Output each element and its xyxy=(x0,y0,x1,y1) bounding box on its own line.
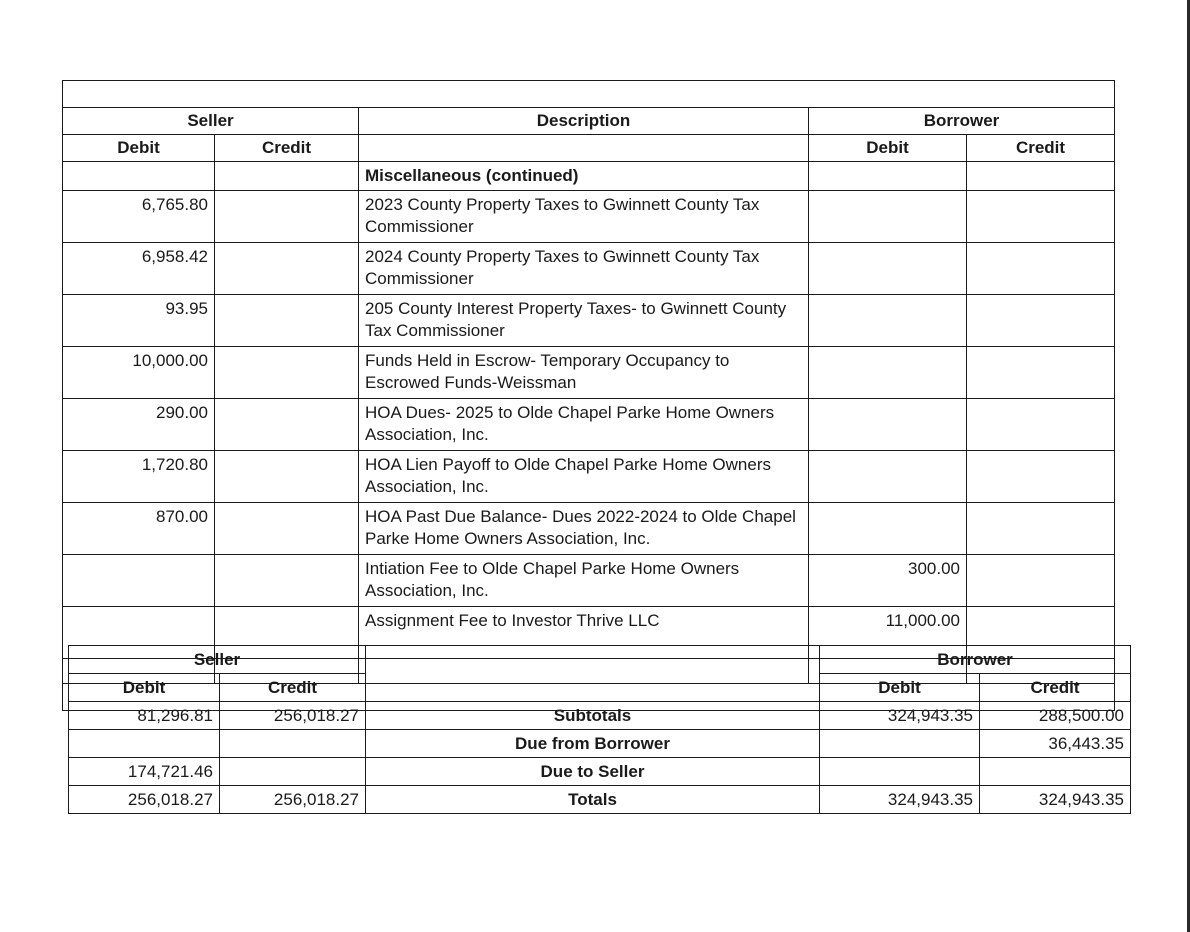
borrower-debit-cell xyxy=(809,243,967,295)
summary-seller-debit: 256,018.27 xyxy=(69,786,220,814)
summary-seller-credit: 256,018.27 xyxy=(220,702,366,730)
summary-seller-credit-header: Credit xyxy=(220,674,366,702)
description-cell: HOA Past Due Balance- Dues 2022-2024 to Olde Chapel Parke Home Owners Association, Inc. xyxy=(359,503,809,555)
section-title-row xyxy=(63,162,1115,191)
borrower-debit-cell: 300.00 xyxy=(809,555,967,607)
borrower-group-header: Borrower xyxy=(809,108,1115,135)
summary-row xyxy=(69,758,1131,786)
seller-credit-header: Credit xyxy=(215,135,359,162)
description-subheader xyxy=(359,135,809,162)
seller-debit-cell: 6,958.42 xyxy=(63,243,215,295)
seller-debit-cell: 290.00 xyxy=(63,399,215,451)
settlement-ledger xyxy=(62,80,1114,711)
seller-debit-cell: 6,765.80 xyxy=(63,191,215,243)
group-header-row xyxy=(63,108,1115,135)
summary-row xyxy=(69,702,1131,730)
seller-credit-cell xyxy=(215,243,359,295)
summary-borrower-header: Borrower xyxy=(820,646,1131,674)
description-cell: HOA Lien Payoff to Olde Chapel Parke Home Owners Association, Inc. xyxy=(359,451,809,503)
seller-credit-cell xyxy=(215,503,359,555)
summary-seller-debit: 81,296.81 xyxy=(69,702,220,730)
seller-debit-cell: 10,000.00 xyxy=(63,347,215,399)
summary-seller-credit xyxy=(220,730,366,758)
summary-borrower-debit-header: Debit xyxy=(820,674,980,702)
seller-credit-cell xyxy=(215,191,359,243)
summary-seller-credit: 256,018.27 xyxy=(220,786,366,814)
summary-row xyxy=(69,730,1131,758)
seller-credit-cell xyxy=(215,451,359,503)
seller-credit-cell xyxy=(215,399,359,451)
ledger-row xyxy=(63,503,1115,555)
borrower-credit-cell xyxy=(967,347,1115,399)
borrower-debit-cell xyxy=(809,503,967,555)
ledger-rows xyxy=(63,191,1115,659)
summary-seller-debit-header: Debit xyxy=(69,674,220,702)
summary-seller-credit xyxy=(220,758,366,786)
summary-seller-header: Seller xyxy=(69,646,366,674)
description-cell: 2023 County Property Taxes to Gwinnett County Tax Commissioner xyxy=(359,191,809,243)
borrower-debit-cell xyxy=(809,451,967,503)
borrower-credit-cell xyxy=(967,503,1115,555)
summary-borrower-credit-header: Credit xyxy=(980,674,1131,702)
seller-credit-cell xyxy=(215,347,359,399)
seller-debit-header: Debit xyxy=(63,135,215,162)
seller-debit-cell xyxy=(63,555,215,607)
seller-debit-cell: 870.00 xyxy=(63,503,215,555)
borrower-credit-header: Credit xyxy=(967,135,1115,162)
borrower-debit-cell xyxy=(809,295,967,347)
summary-seller-debit: 174,721.46 xyxy=(69,758,220,786)
description-header: Description xyxy=(359,108,809,135)
ledger-row xyxy=(63,399,1115,451)
ledger-row xyxy=(63,451,1115,503)
borrower-credit-cell xyxy=(967,451,1115,503)
ledger-row xyxy=(63,243,1115,295)
description-cell: 2024 County Property Taxes to Gwinnett County Tax Commissioner xyxy=(359,243,809,295)
seller-debit-cell: 93.95 xyxy=(63,295,215,347)
seller-credit-cell xyxy=(215,295,359,347)
summary-label: Due to Seller xyxy=(366,758,820,786)
borrower-credit-cell xyxy=(967,191,1115,243)
summary-borrower-debit: 324,943.35 xyxy=(820,702,980,730)
summary-borrower-credit: 36,443.35 xyxy=(980,730,1131,758)
summary-borrower-credit xyxy=(980,758,1131,786)
borrower-debit-cell xyxy=(809,347,967,399)
description-cell: Assignment Fee to Investor Thrive LLC xyxy=(359,607,809,659)
summary-borrower-credit: 324,943.35 xyxy=(980,786,1131,814)
borrower-credit-cell xyxy=(967,399,1115,451)
description-cell: HOA Dues- 2025 to Olde Chapel Parke Home Owners Association, Inc. xyxy=(359,399,809,451)
summary-rows xyxy=(69,702,1131,814)
borrower-credit-cell xyxy=(967,243,1115,295)
seller-credit-cell xyxy=(215,555,359,607)
summary-borrower-credit: 288,500.00 xyxy=(980,702,1131,730)
summary-borrower-debit xyxy=(820,758,980,786)
description-cell: Intiation Fee to Olde Chapel Parke Home Owners Association, Inc. xyxy=(359,555,809,607)
ledger-row xyxy=(63,191,1115,243)
summary-label-header xyxy=(366,646,820,702)
section-title: Miscellaneous (continued) xyxy=(359,162,809,191)
ledger-row xyxy=(63,555,1115,607)
summary-label: Subtotals xyxy=(366,702,820,730)
borrower-debit-header: Debit xyxy=(809,135,967,162)
borrower-credit-cell xyxy=(967,295,1115,347)
summary-label: Due from Borrower xyxy=(366,730,820,758)
ledger-row xyxy=(63,347,1115,399)
seller-debit-cell: 1,720.80 xyxy=(63,451,215,503)
description-cell: 205 County Interest Property Taxes- to Gwinnett County Tax Commissioner xyxy=(359,295,809,347)
summary-label: Totals xyxy=(366,786,820,814)
ledger-table xyxy=(62,80,1115,711)
summary-group-header-row xyxy=(69,646,1131,674)
summary-seller-debit xyxy=(69,730,220,758)
column-header-row xyxy=(63,135,1115,162)
summary-table xyxy=(68,645,1131,814)
borrower-debit-cell xyxy=(809,399,967,451)
borrower-debit-cell: 11,000.00 xyxy=(809,607,967,659)
description-cell: Funds Held in Escrow- Temporary Occupancy to Escrowed Funds-Weissman xyxy=(359,347,809,399)
blank-top-row xyxy=(63,81,1115,108)
borrower-debit-cell xyxy=(809,191,967,243)
summary-borrower-debit xyxy=(820,730,980,758)
summary-row xyxy=(69,786,1131,814)
summary-borrower-debit: 324,943.35 xyxy=(820,786,980,814)
settlement-summary xyxy=(68,645,1130,814)
borrower-credit-cell xyxy=(967,555,1115,607)
ledger-row xyxy=(63,295,1115,347)
seller-group-header: Seller xyxy=(63,108,359,135)
